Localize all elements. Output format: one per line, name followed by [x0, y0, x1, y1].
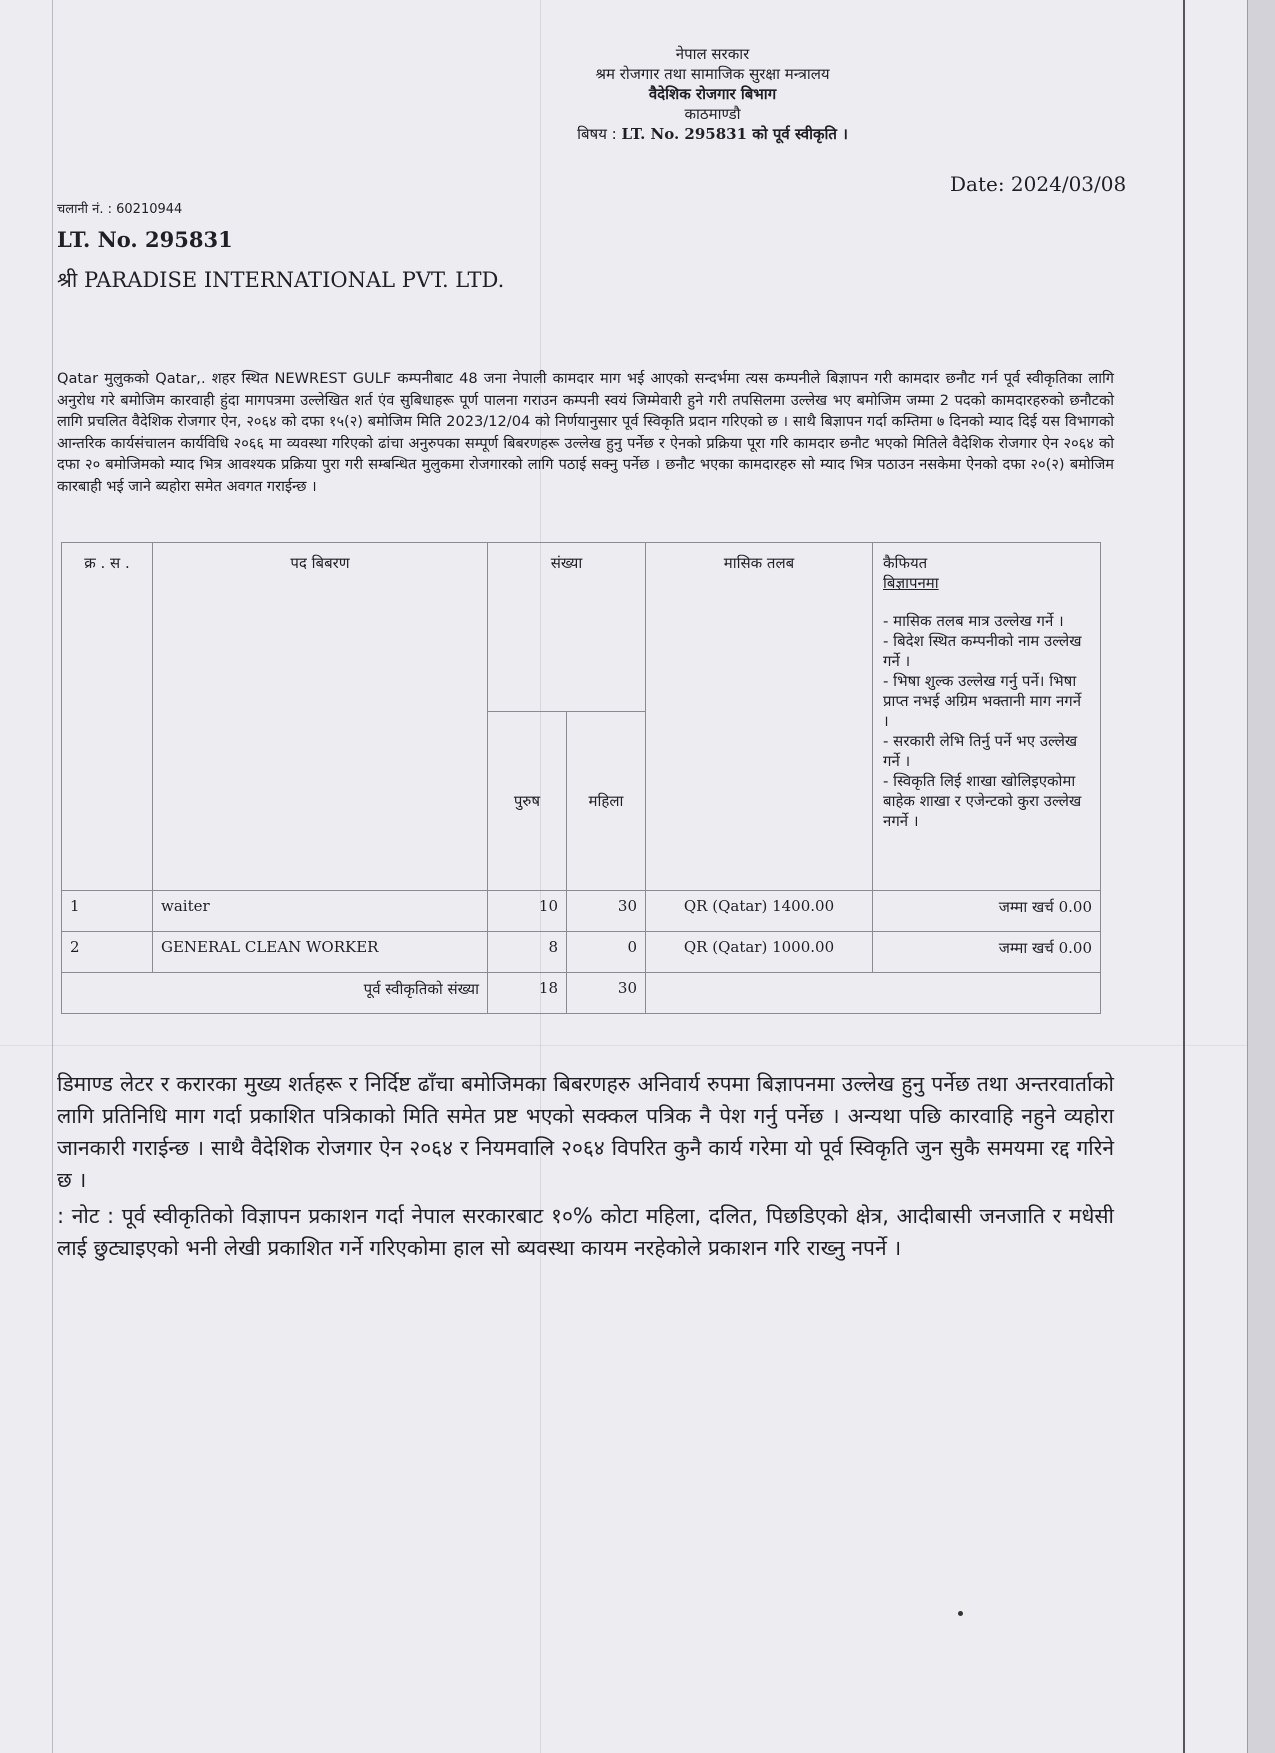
government-name: नेपाल सरकार	[675, 45, 750, 63]
table-row	[62, 891, 1101, 932]
remarks-item: - स्विकृति लिई शाखा खोलिइएकोमा बाहेक शाखा र एजेन्टको कुरा उल्लेख नगर्ने ।	[883, 772, 1082, 830]
total-label: पूर्व स्वीकृतिको संख्या	[62, 973, 488, 1014]
remarks-title: कैफियत	[883, 554, 928, 572]
letterhead	[0, 44, 1275, 144]
total-blank	[646, 973, 1101, 1014]
row-male: 10	[488, 891, 567, 932]
subject-line	[0, 124, 1275, 144]
subject-prefix: बिषय :	[577, 125, 622, 143]
header-post: पद बिबरण	[153, 543, 488, 891]
header-count: संख्या	[488, 543, 646, 712]
letter-date: Date: 2024/03/08	[950, 172, 1127, 196]
scanner-margin	[1247, 0, 1275, 1753]
row-remarks: जम्मा खर्च 0.00	[873, 932, 1101, 973]
lt-number: LT. No. 295831	[57, 227, 233, 252]
subject-suffix: को पूर्व स्वीकृति ।	[747, 125, 848, 143]
approval-paragraph: Qatar मुलुकको Qatar,. शहर स्थित NEWREST GULF कम्पनीबाट 48 जना नेपाली कामदार माग भई आएको सन्दर्भमा त्यस कम्पनीले बिज्ञापन गरी कामदार छनौट गर्न पूर्व स्वीकृतिका लागि अनुरोध गरे बमोजिम कारवाही हुंदा मागपत्रमा उल्लेखित शर्त एंव सुबिधाहरू पूर्ण पालना गराउन कम्पनी स्वयं जिम्मेवारी हुने गरी तपसिलमा उल्लेख भए बमोजिम जम्मा 2 पदको कामदारहरुको छनौटको लागि प्रचलित वैदेशिक रोजगार ऐन, २०६४ को दफा १५(२) बमोजिम मिति 2023/12/04 को निर्णयानुसार पूर्व स्विकृति प्रदान गरिएको छ । साथै बिज्ञापन गर्दा कम्तिमा ७ दिनको म्याद दिई यस विभागको आन्तरिक कार्यसंचालन कार्यविधि २०६६ मा व्यवस्था गरिएको ढांचा अनुरुपका सम्पूर्ण बिबरणहरू उल्लेख हुनु पर्नेछ र ऐनको प्रक्रिया पूरा गरि कामदार छनौट भएको मितिले वैदेशिक रोजगार ऐन २०६४ को दफा २० बमोजिमको म्याद भित्र आवश्यक प्रक्रिया पुरा गरी सम्बन्धित मुलुकमा रोजगारको लागि पठाई सक्नु पर्नेछ । छनौट भएका कामदारहरु सो म्याद भित्र पठाउन नसकेमा ऐनको दफा २०(२) बमोजिम कारबाही भई जाने ब्यहोरा समेत अवगत गराईन्छ ।	[57, 370, 1114, 495]
total-female: 30	[567, 973, 646, 1014]
table-total-row	[62, 973, 1101, 1014]
paper-fold-horizontal	[0, 1045, 1275, 1046]
row-salary: QR (Qatar) 1000.00	[646, 932, 873, 973]
row-female: 0	[567, 932, 646, 973]
approval-table	[61, 542, 1101, 1014]
row-female: 30	[567, 891, 646, 932]
header-salary: मासिक तलब	[646, 543, 873, 891]
addressee: श्री PARADISE INTERNATIONAL PVT. LTD.	[57, 268, 505, 292]
row-sn: 1	[62, 891, 153, 932]
total-male: 18	[488, 973, 567, 1014]
header-sn: क्र . स .	[62, 543, 153, 891]
remarks-item: - बिदेश स्थित कम्पनीको नाम उल्लेख गर्ने ।	[883, 632, 1082, 670]
city-name: काठमाण्डौ	[684, 105, 741, 123]
remarks-subtitle: बिज्ञापनमा	[883, 574, 939, 592]
row-male: 8	[488, 932, 567, 973]
reference-number: चलानी नं. : 60210944	[57, 202, 183, 217]
subject-lt: LT. No. 295831	[621, 125, 748, 143]
instructions-paragraph: डिमाण्ड लेटर र करारका मुख्य शर्तहरू र निर्दिष्ट ढाँचा बमोजिमका बिबरणहरु अनिवार्य रुपमा बिज्ञापनमा उल्लेख हुनु पर्नेछ तथा अन्तरवार्ताको लागि प्रतिनिधि माग गर्दा प्रकाशित पत्रिकाको मिति समेत प्रष्ट भएको सक्कल पत्रिक नै पेश गर्नु पर्नेछ । अन्यथा पछि कारवाहि नहुने व्यहोरा जानकारी गराईन्छ । साथै वैदेशिक रोजगार ऐन २०६४ र नियमवालि २०६४ विपरित कुनै कार्य गरेमा यो पूर्व स्विकृति जुन सुकै समयमा रद्द गरिने छ ।	[57, 1072, 1114, 1192]
ink-dot	[958, 1611, 963, 1616]
table-header-row	[62, 543, 1101, 712]
row-salary: QR (Qatar) 1400.00	[646, 891, 873, 932]
remarks-cell	[873, 543, 1101, 891]
note-paragraph: : नोट : पूर्व स्वीकृतिको विज्ञापन प्रकाशन गर्दा नेपाल सरकारबाट १०% कोटा महिला, दलित, पिछडिएको क्षेत्र, आदीबासी जनजाति र मधेसी लाई छुट्याइएको भनी लेखी प्रकाशित गर्ने गरिएकोमा हाल सो ब्यवस्था कायम नरहेकोले प्रकाशन गरि राख्नु नपर्ने ।	[57, 1204, 1114, 1260]
remarks-item: - भिषा शुल्क उल्लेख गर्नु पर्ने। भिषा प्राप्त नभई अग्रिम भक्तानी माग नगर्ने ।	[883, 672, 1082, 730]
header-male: पुरुष	[488, 712, 567, 891]
header-female: महिला	[567, 712, 646, 891]
row-post: GENERAL CLEAN WORKER	[153, 932, 488, 973]
remarks-item: - मासिक तलब मात्र उल्लेख गर्ने ।	[883, 612, 1064, 630]
table-row	[62, 932, 1101, 973]
row-sn: 2	[62, 932, 153, 973]
remarks-item: - सरकारी लेभि तिर्नु पर्ने भए उल्लेख गर्ने ।	[883, 732, 1078, 770]
row-remarks: जम्मा खर्च 0.00	[873, 891, 1101, 932]
ministry-name: श्रम रोजगार तथा सामाजिक सुरक्षा मन्त्रालय	[595, 65, 830, 83]
row-post: waiter	[153, 891, 488, 932]
department-name: वैदेशिक रोजगार बिभाग	[648, 85, 777, 103]
page-left-edge	[52, 0, 53, 1753]
page-right-edge	[1183, 0, 1185, 1753]
